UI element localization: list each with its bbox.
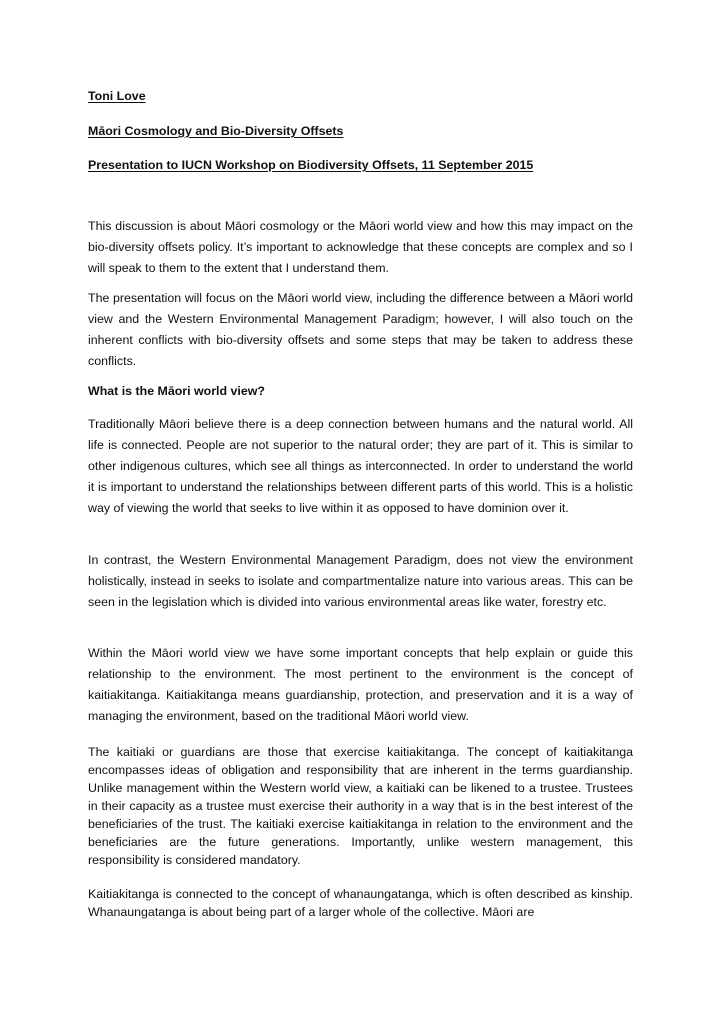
document-title: Māori Cosmology and Bio-Diversity Offsets bbox=[88, 124, 344, 138]
paragraph-kaitiaki: The kaitiaki or guardians are those that exercise kaitiakitanga. The concept of kaitiakitanga encompasses ideas of obligation and responsibility that are inherent in the terms guardianship. Unlike management within the Western world view, a kaitiaki can be likened to a trustee. Trustees in their capacity as a trustee must exercise their authority in a way that is in the best interest of the beneficiaries of the trust. The kaitiaki exercise kaitiakitanga in relation to the environment and the beneficiaries are the future generations. Importantly, unlike western management, this responsibility is considered mandatory. bbox=[88, 745, 633, 867]
paragraph-focus: The presentation will focus on the Māori world view, including the difference between a Māori world view and the Western Environmental Management Paradigm; however, I will also touch on the inherent conflicts with bio-diversity offsets and some steps that may be taken to address these conflicts. bbox=[88, 291, 633, 368]
section-heading: What is the Māori world view? bbox=[88, 384, 265, 398]
paragraph-intro: This discussion is about Māori cosmology or the Māori world view and how this may impact on the bio-diversity offsets policy. It’s important to acknowledge that these concepts are complex and so I will speak to them to the extent that I understand them. bbox=[88, 219, 633, 275]
presentation-line: Presentation to IUCN Workshop on Biodiversity Offsets, 11 September 2015 bbox=[88, 158, 534, 172]
paragraph-traditional-view: Traditionally Māori believe there is a deep connection between humans and the natural world. All life is connected. People are not superior to the natural order; they are part of it. This is similar to other indigenous cultures, which see all things as interconnected. In order to understand the world it is important to understand the relationships between different parts of this world. This is a holistic way of viewing the world that seeks to live within it as opposed to have dominion over it. bbox=[88, 417, 633, 515]
author-name: Toni Love bbox=[88, 89, 146, 103]
paragraph-whanaungatanga: Kaitiakitanga is connected to the concept of whanaungatanga, which is often described as kinship. Whanaungatanga is about being part of a larger whole of the collective. Māori are bbox=[88, 887, 633, 919]
paragraph-kaitiakitanga: Within the Māori world view we have some important concepts that help explain or guide this relationship to the environment. The most pertinent to the environment is the concept of kaitiakitanga. Kaitiakitanga means guardianship, protection, and preservation and it is a way of managing the environment, based on the traditional Māori world view. bbox=[88, 646, 633, 723]
paragraph-western-paradigm: In contrast, the Western Environmental Management Paradigm, does not view the environment holistically, instead in seeks to isolate and compartmentalize nature into various areas. This can be seen in the legislation which is divided into various environmental areas like water, forestry etc. bbox=[88, 553, 633, 609]
